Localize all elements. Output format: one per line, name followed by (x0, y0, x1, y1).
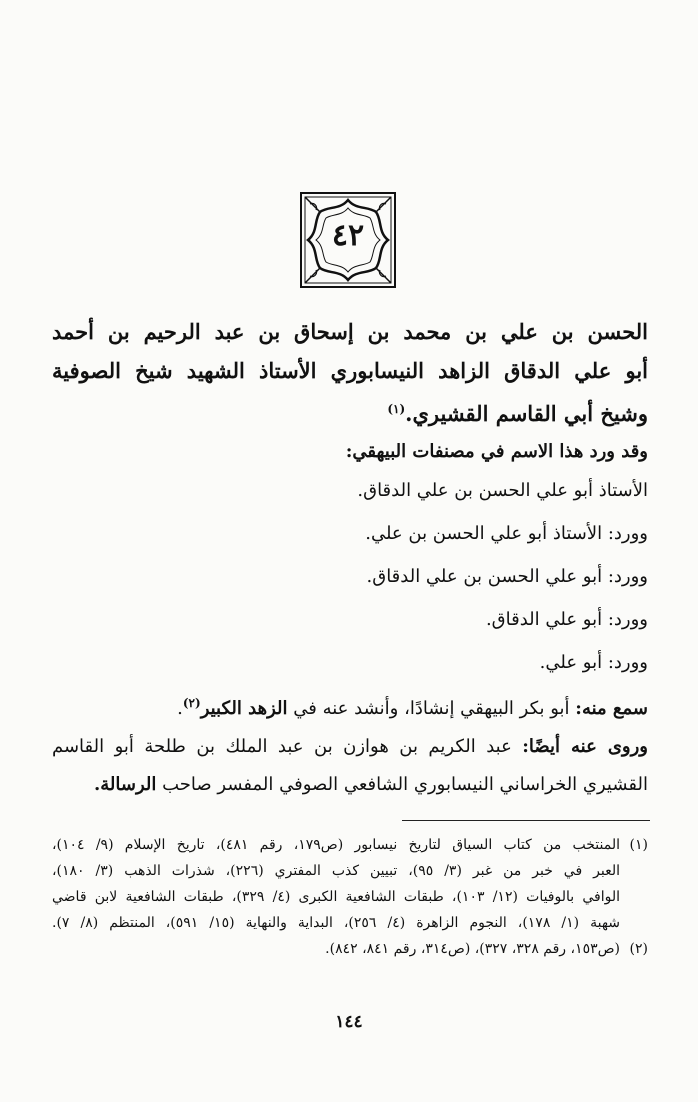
chapter-number-badge (296, 188, 400, 292)
narrated-line-2 (52, 766, 648, 804)
heard-from-line: سمع منه: أبو بكر البيهقي إنشادًا، وأنشد عنه في الزهد الكبير$^{(٢)}$. (177, 696, 648, 719)
entry-heading-text: وشيخ أبي القاسم القشيري. (405, 401, 648, 426)
name-form-2: وورد: الأستاذ أبو علي الحسن بن علي. (365, 523, 648, 544)
footnote-1-line-1 (52, 832, 648, 858)
entry-heading-line-1: الحسن بن علي بن محمد بن إسحاق بن عبد الرحيم بن أحمد (52, 319, 648, 344)
footnotes (52, 832, 648, 962)
narrated-line-1 (52, 728, 648, 766)
narrated-book: الرسالة. (93, 774, 157, 795)
name-form-5: وورد: أبو علي. (539, 652, 648, 673)
entry-body (52, 312, 648, 804)
heard-label: سمع منه: (575, 698, 648, 719)
footnote-1-line-3: الوافي بالوفيات (١٢/ ١٠٣)، طبقات الشافعية الكبرى (٤/ ٣٢٩)، طبقات الشافعية لابن قاضي (52, 889, 621, 905)
name-form-1: الأستاذ أبو علي الحسن بن علي الدقاق. (357, 480, 648, 501)
footnote-1-text-1: المنتخب من كتاب السياق لتاريخ نيسابور (ص١٧٩، رقم ٤٨١)، تاريخ الإسلام (٩/ ١٠٤)، (52, 837, 621, 853)
page-number: ١٤٤ (335, 1012, 363, 1032)
chapter-number: ٤٢ (331, 218, 365, 253)
footnote-divider (402, 820, 650, 821)
narrated-text-1: عبد الكريم بن هوازن بن عبد الملك بن طلحة أبو القاسم (52, 736, 523, 757)
footnote-2-text: (ص١٥٣، رقم ٣٢٨، ٣٢٧)، (ص٣١٤، رقم ٨٤١، ٨٤٢). (325, 941, 620, 957)
footnote-1-line-2: العبر في خبر من غبر (٣/ ٩٥)، تبيين كذب المفتري (٢٢٦)، شذرات الذهب (٣/ ١٨٠)، (52, 863, 620, 879)
entry-heading-line-2: أبو علي الدقاق الزاهد النيسابوري الأستاذ الشهيد شيخ الصوفية (52, 358, 648, 383)
name-form-4: وورد: أبو علي الدقاق. (485, 609, 648, 630)
footnote-ref-1: (١) (387, 402, 406, 416)
narrated-text-2: القشيري الخراساني النيسابوري الشافعي الصوفي المفسر صاحب (156, 774, 648, 795)
footnote-2-line-1 (52, 936, 648, 962)
names-intro: وقد ورد هذا الاسم في مصنفات البيهقي: (345, 441, 648, 462)
narrated-label: وروى عنه أيضًا: (522, 736, 648, 757)
footnote-ref-2: (٢) (182, 696, 201, 710)
footnote-2-number: (٢) (629, 941, 648, 957)
footnote-1-line-4: شهبة (١/ ١٧٨)، النجوم الزاهرة (٤/ ٢٥٦)، البداية والنهاية (١٥/ ٥٩١)، المنتظم (٨/ ٧). (52, 915, 621, 931)
name-form-3: وورد: أبو علي الحسن بن علي الدقاق. (366, 566, 648, 587)
heard-text: أبو بكر البيهقي إنشادًا، وأنشد عنه في (287, 698, 576, 719)
heard-book: الزهد الكبير (200, 698, 288, 719)
footnote-1-number: (١) (629, 837, 649, 853)
entry-heading-line-3 (52, 390, 648, 433)
